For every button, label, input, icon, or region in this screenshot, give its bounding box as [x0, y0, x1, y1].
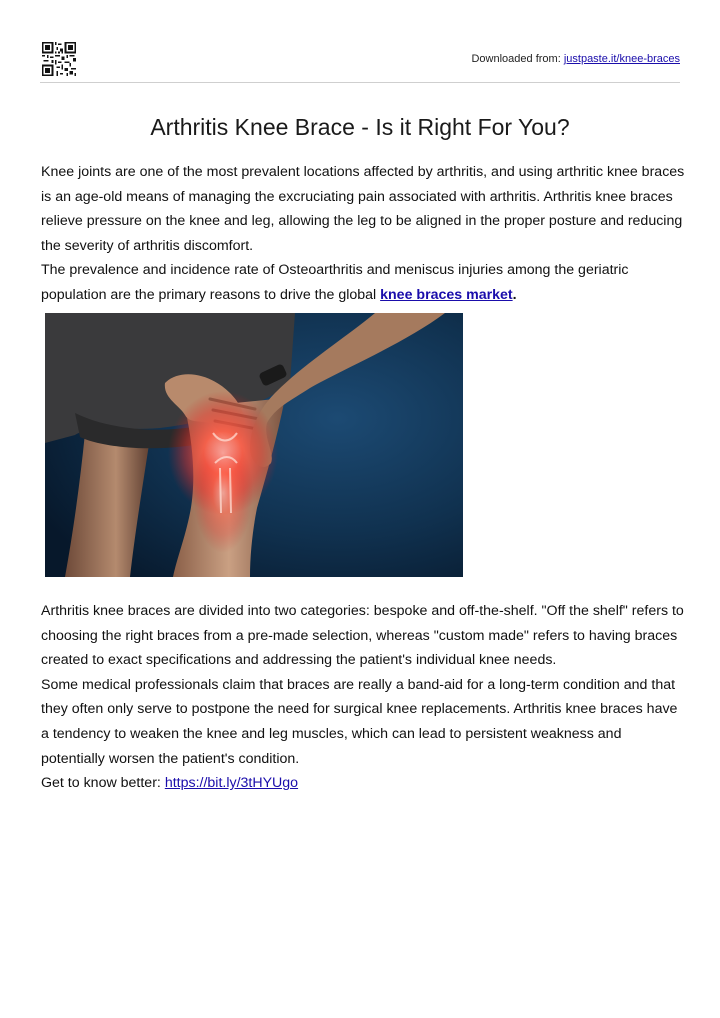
source-link[interactable]: justpaste.it/knee-braces [563, 53, 680, 65]
download-source-line [471, 53, 680, 65]
intro-period: . [512, 286, 517, 303]
intro-paragraph [41, 160, 686, 308]
knee-pain-photo [45, 313, 463, 577]
intro-text: Knee joints are one of the most prevalent locations affected by arthritis, and using arthritic knee braces is an age-old means of managing the excruciating pain associated with arthritis. Arthritis knee braces relieve pressure on the knee and leg, allowing the leg to be aligned in the proper posture and reducing the severity of arthritis discomfort. [41, 164, 685, 254]
get-to-know-link[interactable]: https://bit.ly/3tHYUgo [164, 775, 299, 792]
categories-text: Arthritis knee braces are divided into two categories: bespoke and off-the-shelf. "Off the shelf" refers to choosing the right braces from a pre-made selection, whereas "custom made" refers to having braces created to exact specifications and addressing the patient's individual knee needs. [41, 603, 684, 669]
opinion-text: Some medical professionals claim that braces are really a band-aid for a long-term condition and that they often only serve to postpone the need for surgical knee replacements. Arthritis knee braces have a tendency to weaken the knee and leg muscles, which can lead to persistent weakness and potentially worsen the patient's condition. [41, 676, 678, 767]
download-prefix: Downloaded from: [471, 53, 561, 65]
body-paragraph [41, 599, 686, 796]
intro-market-text: The prevalence and incidence rate of Osteoarthritis and meniscus injuries among the geriatric population are the primary reasons to drive the global [41, 262, 629, 303]
qr-code-icon [42, 42, 76, 76]
header-divider [40, 82, 680, 83]
knee-braces-market-link[interactable]: knee braces market [380, 286, 513, 303]
cta-prefix: Get to know better: [41, 775, 165, 792]
page-title: Arthritis Knee Brace - Is it Right For You? [150, 114, 570, 140]
